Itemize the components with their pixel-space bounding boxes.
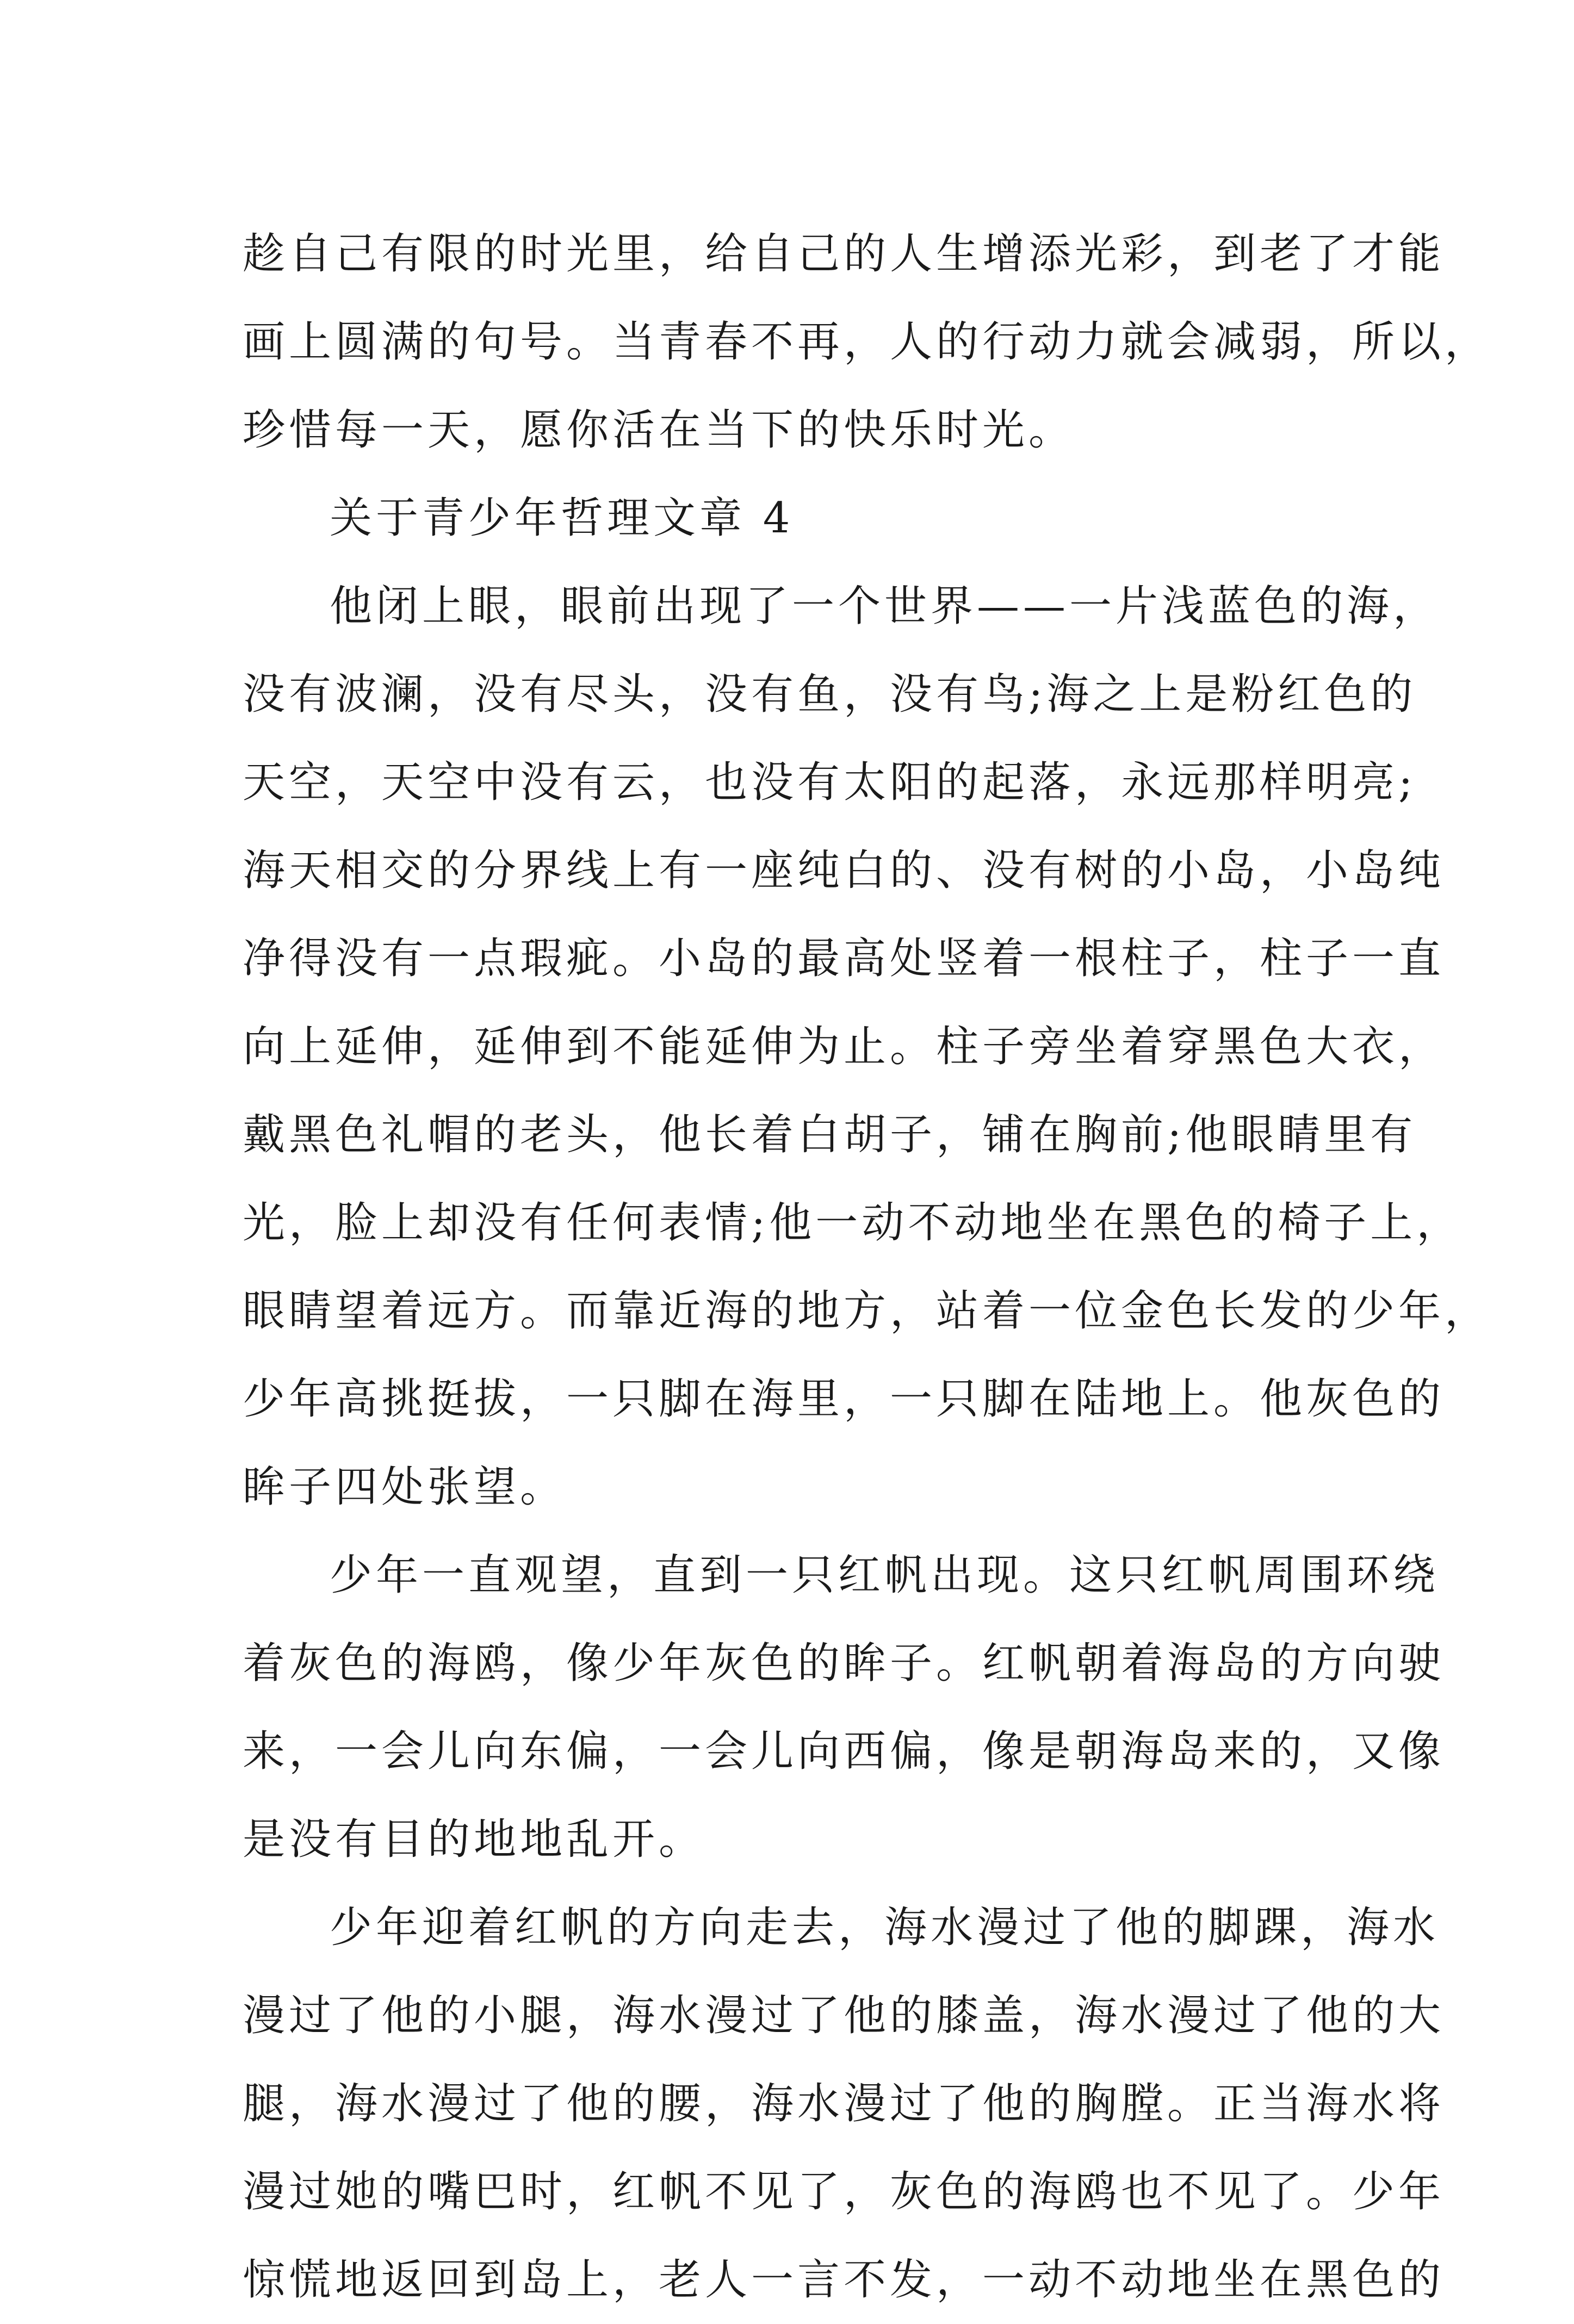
- text-line: 戴黑色礼帽的老头，他长着白胡子，铺在胸前;他眼睛里有: [243, 1110, 1417, 1159]
- text-line: 没有波澜，没有尽头，没有鱼，没有鸟;海之上是粉红色的: [243, 670, 1417, 719]
- text-line: 是没有目的地地乱开。: [243, 1815, 705, 1864]
- text-line: 海天相交的分界线上有一座纯白的、没有树的小岛，小岛纯: [243, 846, 1445, 895]
- text-line: 漫过了他的小腿，海水漫过了他的膝盖，海水漫过了他的大: [243, 1991, 1445, 2040]
- text-line: 着灰色的海鸥，像少年灰色的眸子。红帆朝着海岛的方向驶: [243, 1639, 1445, 1688]
- text-line: 净得没有一点瑕疵。小岛的最高处竖着一根柱子，柱子一直: [243, 934, 1445, 983]
- text-line: 他闭上眼，眼前出现了一个世界——一片浅蓝色的海，: [330, 582, 1440, 631]
- text-line: 惊慌地返回到岛上，老人一言不发，一动不动地坐在黑色的: [243, 2255, 1445, 2304]
- text-line: 少年高挑挺拔，一只脚在海里，一只脚在陆地上。他灰色的: [243, 1375, 1445, 1424]
- text-line: 趁自己有限的时光里，给自己的人生增添光彩，到老了才能: [243, 229, 1445, 278]
- text-line: 眼睛望着远方。而靠近海的地方，站着一位金色长发的少年，: [243, 1287, 1491, 1335]
- text-line: 向上延伸，延伸到不能延伸为止。柱子旁坐着穿黑色大衣，: [243, 1022, 1445, 1071]
- text-line: 画上圆满的句号。当青春不再，人的行动力就会减弱，所以，: [243, 318, 1491, 366]
- text-line: 眸子四处张望。: [243, 1463, 567, 1512]
- text-line: 少年一直观望，直到一只红帆出现。这只红帆周围环绕: [330, 1551, 1440, 1600]
- text-line: 光，脸上却没有任何表情;他一动不动地坐在黑色的椅子上，: [243, 1198, 1463, 1247]
- article-body: [243, 210, 1491, 2324]
- text-line: 漫过她的嘴巴时，红帆不见了，灰色的海鸥也不见了。少年: [243, 2167, 1445, 2216]
- text-line: 来，一会儿向东偏，一会儿向西偏，像是朝海岛来的，又像: [243, 1727, 1445, 1776]
- text-line: 腿，海水漫过了他的腰，海水漫过了他的胸膛。正当海水将: [243, 2079, 1445, 2128]
- article-heading: 关于青少年哲理文章 4: [330, 494, 794, 543]
- text-line: 珍惜每一天，愿你活在当下的快乐时光。: [243, 406, 1075, 455]
- text-line: 少年迎着红帆的方向走去，海水漫过了他的脚踝，海水: [330, 1903, 1440, 1952]
- text-line: 天空，天空中没有云，也没有太阳的起落，永远那样明亮;: [243, 758, 1417, 807]
